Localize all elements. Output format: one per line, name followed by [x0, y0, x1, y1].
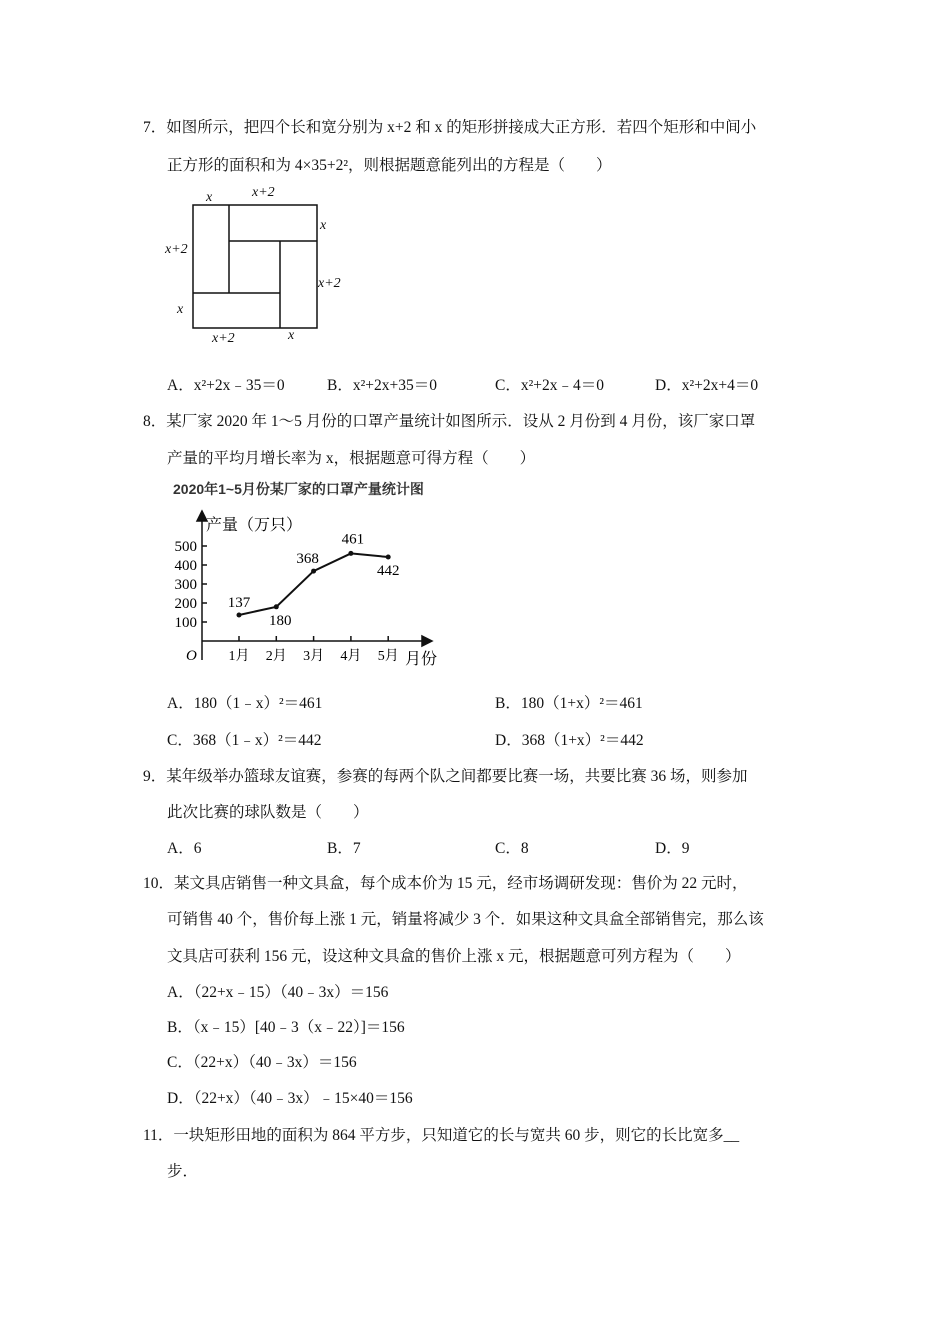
q8-option-d: D．368（1+x）²＝442: [495, 732, 644, 749]
x-tick-label: 3月: [303, 649, 325, 664]
q8-text-line2: 产量的平均月增长率为 x，根据题意可得方程（ ）: [167, 450, 536, 467]
figure-label: x: [288, 328, 295, 343]
q9-option-b: B．7: [327, 840, 361, 857]
q7-option-c: C．x²+2x﹣4＝0: [495, 377, 604, 394]
q10-text-line2: 可销售 40 个，售价每上涨 1 元，销量将减少 3 个．如果这种文具盒全部销售完，那么该: [167, 911, 764, 928]
figure-label: x: [320, 218, 327, 233]
q9-option-d: D．9: [655, 840, 690, 857]
q7-text-line1: 7．如图所示，把四个长和宽分别为 x+2 和 x 的矩形拼接成大正方形．若四个矩形和中间小: [143, 119, 757, 136]
q10-option-b: B．（x﹣15）[40﹣3（x﹣22）]＝156: [167, 1019, 405, 1036]
q11-text-line1: 11．一块矩形田地的面积为 864 平方步，只知道它的长与宽共 60 步，则它的长比宽多__: [143, 1127, 740, 1144]
data-label: 137: [227, 594, 251, 611]
x-tick-label: 4月: [340, 649, 362, 664]
q7-option-b: B．x²+2x+35＝0: [327, 377, 437, 394]
data-point: [311, 569, 316, 574]
q10-option-c: C．（22+x）（40﹣3x）＝156: [167, 1054, 357, 1071]
q9-option-c: C．8: [495, 840, 529, 857]
y-tick-label: 300: [174, 577, 197, 593]
q11-text-line2: 步．: [167, 1163, 199, 1180]
data-point: [237, 612, 242, 617]
q10-text-line3: 文具店可获利 156 元，设这种文具盒的售价上涨 x 元，根据题意可列方程为（ ）: [167, 948, 741, 965]
data-label: 461: [341, 531, 365, 548]
y-tick-label: 200: [174, 596, 197, 612]
q7-text-line2: 正方形的面积和为 4×35+2²，则根据题意能列出的方程是（ ）: [167, 157, 612, 174]
origin-label: O: [186, 648, 197, 664]
q7-option-d: D．x²+2x+4＝0: [655, 377, 759, 394]
y-tick-label: 400: [174, 558, 197, 574]
x-axis-label: 月份: [405, 651, 438, 668]
data-point: [348, 551, 353, 556]
q10-option-a: A．（22+x﹣15）（40﹣3x）＝156: [167, 984, 389, 1001]
data-label: 180: [269, 612, 292, 629]
data-point: [386, 555, 391, 560]
data-label: 442: [376, 563, 400, 580]
x-tick-label: 5月: [377, 649, 399, 664]
figure-label: x+2: [165, 242, 188, 257]
chart-title: 2020年1~5月份某厂家的口罩产量统计图: [173, 481, 424, 497]
q8-text-line1: 8．某厂家 2020 年 1～5 月份的口罩产量统计如图所示．设从 2 月份到 4 月份，该厂家口罩: [143, 413, 756, 430]
q10-text-line1: 10．某文具店销售一种文具盒，每个成本价为 15 元，经市场调研发现：售价为 22 元时，: [143, 875, 748, 892]
y-axis-label: 产量（万只）: [206, 517, 303, 534]
figure-label: x+2: [252, 185, 275, 200]
q8-option-a: A．180（1﹣x）²＝461: [167, 695, 323, 712]
data-label: 368: [296, 551, 319, 568]
q9-text-line1: 9．某年级举办篮球友谊赛，参赛的每两个队之间都要比赛一场，共要比赛 36 场，则参加: [143, 768, 748, 785]
figure-label: x: [177, 302, 184, 317]
figure-label: x+2: [318, 276, 341, 291]
q8-option-b: B．180（1+x）²＝461: [495, 695, 643, 712]
x-tick-label: 1月: [228, 649, 250, 664]
x-axis-arrow: [422, 636, 432, 646]
q9-option-a: A．6: [167, 840, 202, 857]
x-tick-label: 2月: [265, 649, 287, 664]
q10-option-d: D．（22+x）（40﹣3x）﹣15×40＝156: [167, 1090, 413, 1107]
figure-label: x: [206, 190, 213, 205]
figure-label: x+2: [212, 331, 235, 346]
data-point: [274, 604, 279, 609]
y-tick-label: 500: [174, 539, 197, 555]
y-tick-label: 100: [174, 615, 197, 631]
q7-option-a: A．x²+2x﹣35＝0: [167, 377, 285, 394]
q8-option-c: C．368（1﹣x）²＝442: [167, 732, 322, 749]
q9-text-line2: 此次比赛的球队数是（ ）: [167, 804, 369, 821]
